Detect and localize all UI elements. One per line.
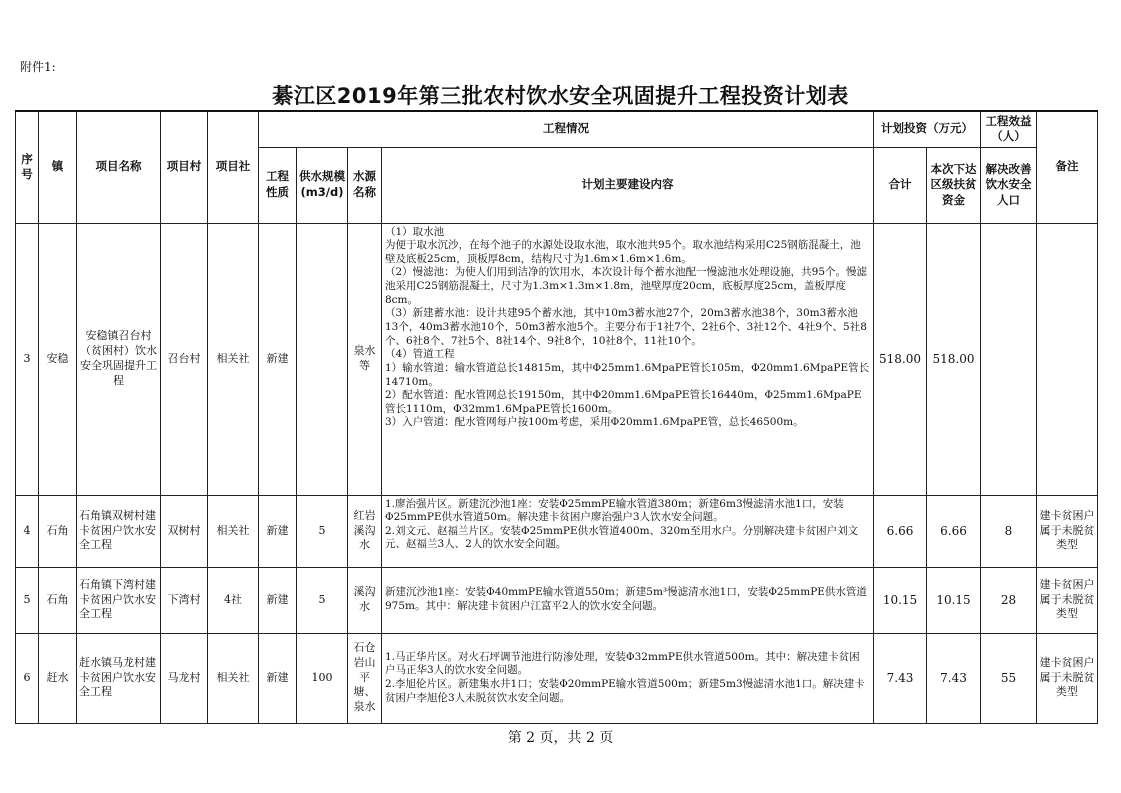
header-source: 水源名称 <box>348 147 382 223</box>
header-remark: 备注 <box>1037 111 1098 223</box>
cell-remark: 建卡贫困户属于未脱贫类型 <box>1037 567 1098 633</box>
cell-scale: 5 <box>297 567 348 633</box>
table-row <box>16 223 1098 495</box>
cell-town: 石角 <box>39 567 77 633</box>
content-line: 为便于取水沉沙，在每个池子的水源处设取水池，取水池共95个。取水池结构采用C25钢筋混凝土，池壁及底板25cm，顶板厚8cm，结构尺寸为1.6m×1.6m×1.6m。 <box>385 239 861 265</box>
content-line: 3）入户管道：配水管网每户按100m考虑，采用Φ20mm1.6MpaPE管，总长46500m。 <box>385 416 804 429</box>
content-line: 2.刘文元、赵福兰片区。安装Φ25mmPE供水管道400m、320m至用水户。分别解决建卡贫困户刘文元、赵福兰3人、2人的饮水安全问题。 <box>385 524 859 551</box>
cell-nature: 新建 <box>259 567 297 633</box>
cell-people: 28 <box>981 567 1037 633</box>
content-line: 2）配水管道：配水管网总长19150m，其中Φ20mm1.6MpaPE管长16440m，Φ25mm1.6MpaPE管长1110m，Φ32mm1.6MpaPE管长1600m。 <box>385 389 862 415</box>
cell-people: 55 <box>981 633 1037 723</box>
cell-people: 8 <box>981 495 1037 567</box>
cell-total: 6.66 <box>874 495 927 567</box>
cell-seq: 6 <box>16 633 39 723</box>
content-line: （4）管道工程 <box>385 348 455 361</box>
cell-scale <box>297 223 348 495</box>
table-row <box>16 495 1098 567</box>
cell-remark: 建卡贫困户属于未脱贫类型 <box>1037 495 1098 567</box>
header-fund: 本次下达区级扶贫资金 <box>927 147 981 223</box>
content-line: （1）取水池 <box>385 225 445 238</box>
cell-society: 相关社 <box>208 495 259 567</box>
cell-remark: 建卡贫困户属于未脱贫类型 <box>1037 633 1098 723</box>
investment-plan-table <box>15 110 1098 724</box>
cell-source: 溪沟水 <box>348 567 382 633</box>
cell-content <box>382 633 874 723</box>
cell-project-name: 安稳镇召台村（贫困村）饮水安全巩固提升工程 <box>77 223 161 495</box>
cell-nature: 新建 <box>259 223 297 495</box>
header-content: 计划主要建设内容 <box>382 147 874 223</box>
cell-total: 518.00 <box>874 223 927 495</box>
cell-scale: 5 <box>297 495 348 567</box>
cell-source: 泉水等 <box>348 223 382 495</box>
content-line: 2.李旭伦片区。新建集水井1口；安装Φ20mmPE输水管道500m；新建5m3慢滤清水池1口。解决建卡贫困户李旭伦3人未脱贫饮水安全问题。 <box>385 678 865 704</box>
content-line: 1.马正华片区。对火石坪调节池进行防渗处理，安装Φ32mmPE供水管道500m。其中：解决建卡贫困户马正华3人的饮水安全问题。 <box>385 650 860 677</box>
cell-content <box>382 223 874 495</box>
cell-town: 赶水 <box>39 633 77 723</box>
page-footer: 第 2 页，共 2 页 <box>507 730 614 746</box>
cell-village: 马龙村 <box>161 633 208 723</box>
cell-fund: 7.43 <box>927 633 981 723</box>
cell-village: 下湾村 <box>161 567 208 633</box>
page-title: 綦江区2019年第三批农村饮水安全巩固提升工程投资计划表 <box>272 84 849 108</box>
cell-remark <box>1037 223 1098 495</box>
header-town: 镇 <box>39 111 77 223</box>
header-engineering: 工程情况 <box>259 111 874 147</box>
header-seq: 序号 <box>16 111 39 223</box>
cell-source: 红岩溪沟水 <box>348 495 382 567</box>
table-row <box>16 633 1098 723</box>
cell-society: 相关社 <box>208 223 259 495</box>
cell-content <box>382 567 874 633</box>
content-line: 新建沉沙池1座：安装Φ40mmPE输水管道550m；新建5m³慢滤清水池1口，安装Φ25mmPE供水管道975m。其中：解决建卡贫困户江富平2人的饮水安全问题。 <box>385 586 867 612</box>
header-project-name: 项目名称 <box>77 111 161 223</box>
table-row <box>16 567 1098 633</box>
cell-nature: 新建 <box>259 495 297 567</box>
header-society: 项目社 <box>208 111 259 223</box>
cell-village: 召台村 <box>161 223 208 495</box>
content-line: （3）新建蓄水池：设计共建95个蓄水池，其中10m3蓄水池27个，20m3蓄水池38个，30m3蓄水池13个，40m3蓄水池10个，50m3蓄水池5个。主要分布于1社7个、2社6个、3社12个、4社9个、5社8个、6社8个、7社5个、8社14个、9社8个，10社8个，11社10个。 <box>385 307 867 347</box>
header-total: 合计 <box>874 147 927 223</box>
cell-source: 石仓岩山平塘、泉水 <box>348 633 382 723</box>
cell-total: 7.43 <box>874 633 927 723</box>
content-line: 1.廖治强片区。新建沉沙池1座：安装Φ25mmPE输水管道380m；新建6m3慢滤清水池1口，安装Φ25mmPE供水管道50m。解决建卡贫困户廖治强户3人饮水安全问题。 <box>385 497 844 524</box>
cell-town: 安稳 <box>39 223 77 495</box>
cell-seq: 5 <box>16 567 39 633</box>
cell-village: 双树村 <box>161 495 208 567</box>
cell-society: 4社 <box>208 567 259 633</box>
cell-total: 10.15 <box>874 567 927 633</box>
cell-seq: 4 <box>16 495 39 567</box>
cell-society: 相关社 <box>208 633 259 723</box>
cell-fund: 518.00 <box>927 223 981 495</box>
header-benefit: 工程效益（人） <box>981 111 1037 147</box>
header-people: 解决改善饮水安全人口 <box>981 147 1037 223</box>
content-line: 1）输水管道：输水管道总长14815m，其中Φ25mm1.6MpaPE管长105m，Φ20mm1.6MpaPE管长14710m。 <box>385 361 870 388</box>
cell-project-name: 石角镇下湾村建卡贫困户饮水安全工程 <box>77 567 161 633</box>
cell-nature: 新建 <box>259 633 297 723</box>
cell-project-name: 赶水镇马龙村建卡贫困户饮水安全工程 <box>77 633 161 723</box>
header-nature: 工程性质 <box>259 147 297 223</box>
cell-people <box>981 223 1037 495</box>
cell-scale: 100 <box>297 633 348 723</box>
attachment-label: 附件1: <box>20 60 56 74</box>
cell-seq: 3 <box>16 223 39 495</box>
cell-project-name: 石角镇双树村建卡贫困户饮水安全工程 <box>77 495 161 567</box>
content-line: （2）慢滤池：为使人们用到洁净的饮用水，本次设计每个蓄水池配一慢滤池水处理设施，共95个。慢滤池采用C25钢筋混凝土，尺寸为1.3m×1.3m×1.8m，池壁厚度20cm，底板厚度25cm，盖板厚度8cm。 <box>385 266 868 306</box>
header-village: 项目村 <box>161 111 208 223</box>
cell-fund: 10.15 <box>927 567 981 633</box>
cell-content <box>382 495 874 567</box>
cell-town: 石角 <box>39 495 77 567</box>
cell-fund: 6.66 <box>927 495 981 567</box>
header-scale: 供水规模(m3/d) <box>297 147 348 223</box>
header-invest: 计划投资（万元） <box>874 111 981 147</box>
